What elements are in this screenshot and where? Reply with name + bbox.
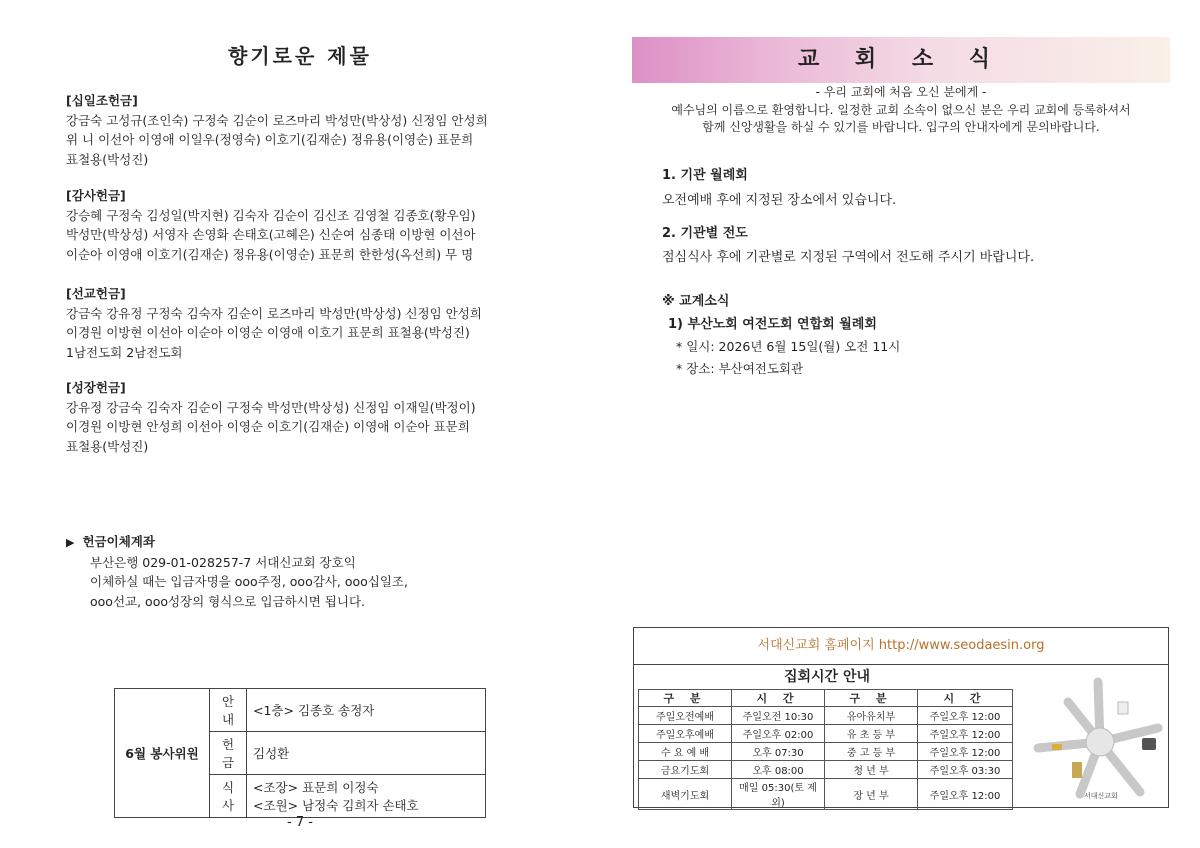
- schedule-cell: 주일오후 12:00: [918, 743, 1013, 761]
- schedule-table: [638, 689, 1013, 810]
- schedule-cell: 주일오후 02:00: [732, 725, 825, 743]
- tithe-section: [66, 91, 536, 169]
- item-title: 1. 기관 월례회: [662, 168, 748, 183]
- church-news-banner: 교 회 소 식: [632, 37, 1170, 83]
- schedule-cell: 오후 08:00: [732, 761, 825, 779]
- newcomer-line: 예수님의 이름으로 환영합니다. 일정한 교회 소속이 없으신 분은 우리 교회에 등록하셔서: [671, 103, 1131, 117]
- homepage-link[interactable]: 서대신교회 홈페이지 http://www.seodaesin.org: [634, 628, 1168, 665]
- schedule-header: 시 간: [732, 690, 825, 707]
- volunteer-names: <1층> 김종호 송정자: [247, 689, 486, 732]
- location-map-graphic: [1020, 672, 1166, 804]
- account-line: 이체하실 때는 입금자명을 ooo주정, ooo감사, ooo십일조,: [90, 574, 408, 589]
- newcomer-heading: - 우리 교회에 처음 오신 분에게 -: [815, 85, 987, 99]
- schedule-cell: 금요기도회: [639, 761, 732, 779]
- section-header: [성장헌금]: [66, 380, 126, 395]
- section-line: 강승혜 구정숙 김성일(박지현) 김숙자 김순이 김신조 김영철 김종호(황우임): [66, 207, 476, 223]
- schedule-row: [639, 779, 1013, 810]
- schedule-cell: 주일오후예배: [639, 725, 732, 743]
- section-line: 이경원 이방현 안성희 이선아 이영순 이호기(김재순) 이영애 이순아 표문희: [66, 419, 470, 434]
- schedule-cell: 유 초 등 부: [825, 725, 918, 743]
- schedule-cell: 주일오후 03:30: [918, 761, 1013, 779]
- section-header: [선교헌금]: [66, 286, 126, 301]
- schedule-cell: 중 고 등 부: [825, 743, 918, 761]
- volunteer-names: [247, 775, 486, 818]
- section-header: [십일조헌금]: [66, 93, 138, 108]
- section-line: 강금숙 강유정 구정숙 김숙자 김순이 로즈마리 박성만(박상성) 신정임 안성희: [66, 305, 482, 321]
- map-church-label: 서대신교회: [1084, 792, 1118, 800]
- section-line: 강금숙 고성규(조인숙) 구정숙 김순이 로즈마리 박성만(박상성) 신정임 안성희: [66, 112, 488, 128]
- mission-section: [66, 284, 536, 362]
- section-line: 이순아 이영애 이호기(김재순) 정유용(이영순) 표문희 한한성(옥선희) 무 명: [66, 246, 474, 262]
- kyogye-subtitle: 1) 부산노회 여전도회 연합회 월례회: [668, 317, 877, 332]
- volunteer-role: 헌금: [210, 732, 247, 775]
- kyogye-bullet: * 장소: 부산여전도회관: [676, 361, 804, 376]
- volunteer-names: 김성환: [247, 732, 486, 775]
- triangle-right-icon: ▶: [66, 536, 75, 549]
- schedule-row: [639, 743, 1013, 761]
- schedule-header: 구 분: [825, 690, 918, 707]
- volunteer-role: 안내: [210, 689, 247, 732]
- section-header: [감사헌금]: [66, 188, 126, 203]
- section-line: 표철용(박성진): [66, 151, 149, 167]
- schedule-cell: 매일 05:30(토 제외): [732, 779, 825, 810]
- section-line: 1남전도회 2남전도회: [66, 344, 183, 360]
- schedule-row: [639, 725, 1013, 743]
- volunteers-table: [114, 688, 486, 818]
- newcomer-line: 함께 신앙생활을 하실 수 있기를 바랍니다. 입구의 안내자에게 문의바랍니다.: [702, 120, 1100, 134]
- schedule-cell: 수 요 예 배: [639, 743, 732, 761]
- schedule-header: 시 간: [918, 690, 1013, 707]
- account-line: 부산은행 029-01-028257-7 서대신교회 장호익: [90, 554, 356, 570]
- schedule-cell: 주일오후 12:00: [918, 707, 1013, 725]
- schedule-cell: 주일오후 12:00: [918, 725, 1013, 743]
- volunteers-group: 6월 봉사위원: [115, 689, 210, 818]
- schedule-cell: 주일오전 10:30: [732, 707, 825, 725]
- account-line: ooo선교, ooo성장의 형식으로 입금하시면 됩니다.: [90, 593, 366, 609]
- section-line: 박성만(박상성) 서영자 손영화 손태호(고혜은) 신순여 심종태 이방현 이선아: [66, 227, 476, 242]
- schedule-cell: 오후 07:30: [732, 743, 825, 761]
- schedule-cell: 새벽기도회: [639, 779, 732, 810]
- item-text: 오전예배 후에 지정된 장소에서 있습니다.: [662, 193, 897, 208]
- item-text: 점심식사 후에 기관별로 지정된 구역에서 전도해 주시기 바랍니다.: [662, 250, 1035, 265]
- schedule-header: 구 분: [639, 690, 732, 707]
- left-page-title: 향기로운 제물: [228, 44, 372, 68]
- volunteer-role: 식사: [210, 775, 247, 818]
- section-line: 강유정 강금숙 김숙자 김순이 구정숙 박성만(박상성) 신정임 이재일(박정이): [66, 399, 476, 415]
- schedule-title: 집회시간 안내: [783, 669, 871, 685]
- thanks-section: [66, 186, 536, 264]
- offering-account: [66, 532, 546, 611]
- item-title: 2. 기관별 전도: [662, 226, 748, 241]
- volunteer-name-line: <조원> 남정숙 김희자 손태호: [253, 798, 419, 813]
- volunteer-name-line: <조장> 표문희 이정숙: [253, 780, 379, 795]
- schedule-cell: 청 년 부: [825, 761, 918, 779]
- schedule-cell: 주일오전예배: [639, 707, 732, 725]
- section-line: 위 니 이선아 이영애 이일우(정영숙) 이호기(김재순) 정유용(이영순) 표문희: [66, 132, 474, 147]
- schedule-cell: 유아유치부: [825, 707, 918, 725]
- account-header: 헌금이체계좌: [82, 534, 155, 549]
- schedule-row: [639, 761, 1013, 779]
- kyogye-bullet: * 일시: 2026년 6월 15일(월) 오전 11시: [676, 339, 901, 354]
- section-line: 표철용(박성진): [66, 438, 149, 454]
- page-number: - 7 -: [287, 815, 313, 830]
- kyogye-title: ※ 교계소식: [662, 294, 730, 309]
- schedule-row: [639, 707, 1013, 725]
- growth-section: [66, 378, 536, 456]
- schedule-cell: 주일오후 12:00: [918, 779, 1013, 810]
- schedule-box: [633, 627, 1169, 808]
- schedule-cell: 장 년 부: [825, 779, 918, 810]
- section-line: 이경원 이방현 이선아 이순아 이영순 이영애 이호기 표문희 표철용(박성진): [66, 325, 470, 340]
- location-map: [1020, 672, 1166, 804]
